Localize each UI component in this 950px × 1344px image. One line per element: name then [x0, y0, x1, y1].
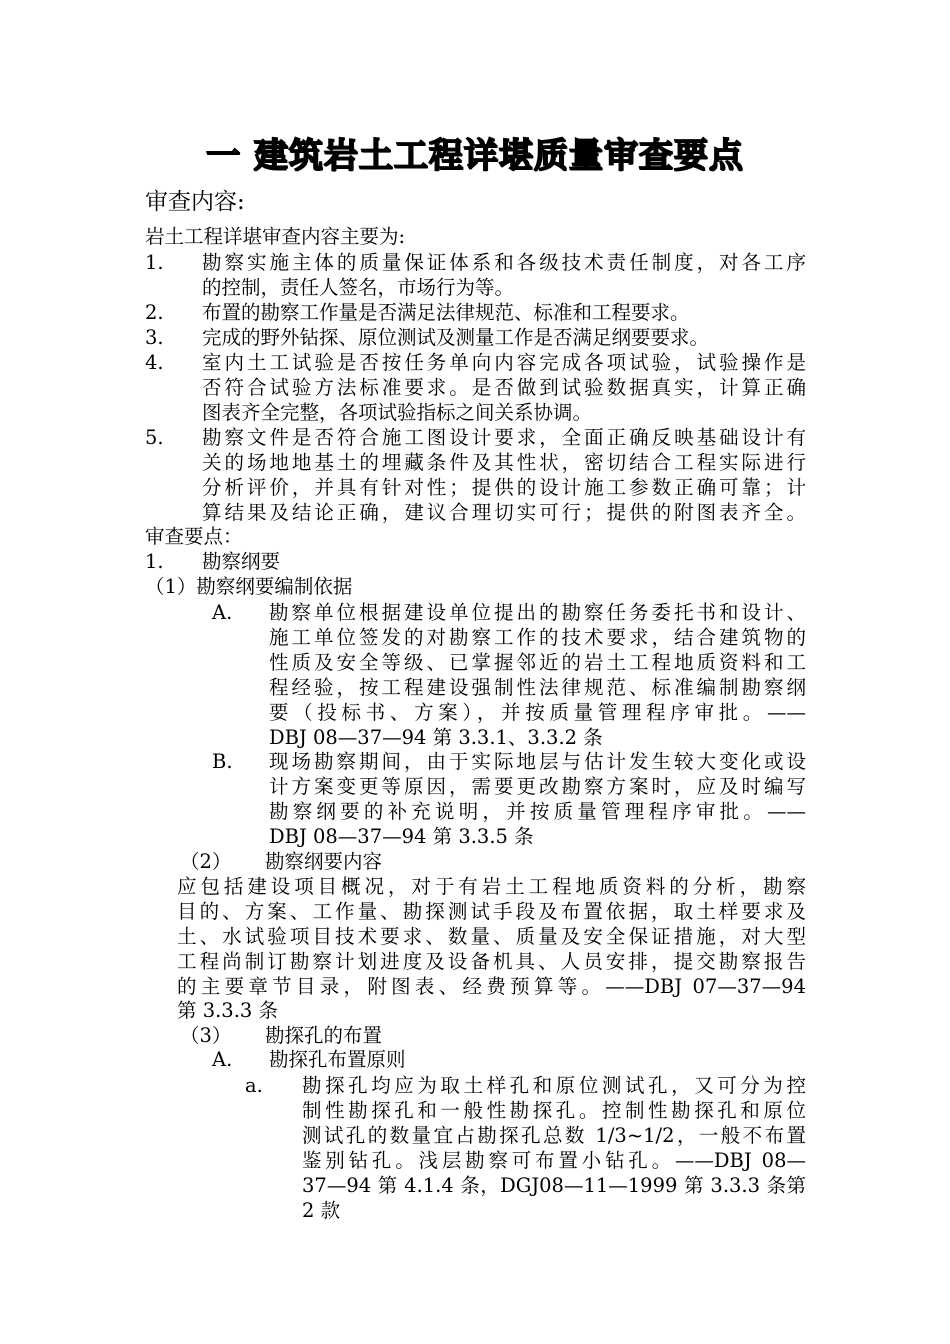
sub-sub-item-line: 鉴别钻孔。浅层勘察可布置小钻孔。——DBJ 08— — [302, 1149, 806, 1172]
sub-sub-item-line: 37—94 第 4.1.4 条，DGJ08—11—1999 第 3.3.3 条第 — [302, 1174, 806, 1197]
subsection-title: （1）勘察纲要编制依据 — [145, 575, 353, 598]
section-heading: 审查内容: — [145, 189, 245, 215]
sub-sub-item-line: 勘探孔均应为取土样孔和原位测试孔，又可分为控 — [302, 1074, 806, 1097]
item-number: 3. — [145, 326, 164, 349]
intro-text: 岩土工程详堪审查内容主要为: — [145, 225, 406, 248]
item-line: 否符合试验方法标准要求。是否做到试验数据真实，计算正确 — [202, 376, 806, 399]
item-number: 5. — [145, 426, 164, 449]
item-line: 图表齐全完整，各项试验指标之间关系协调。 — [202, 401, 593, 424]
item-number: 4. — [145, 351, 164, 374]
item-number: 1. — [145, 251, 164, 274]
subsection-number: （3） — [180, 1024, 232, 1047]
document-title: 一 建筑岩土工程详堪质量审查要点 — [206, 136, 744, 176]
points-heading: 审查要点： — [145, 525, 243, 548]
paragraph-line: 目的、方案、工作量、勘探测试手段及布置依据，取土样要求及 — [177, 900, 806, 923]
sub-item-line: 要（投标书、方案），并按质量管理程序审批。—— — [269, 701, 806, 724]
subsection-title: 勘探孔的布置 — [265, 1024, 383, 1047]
paragraph-line: 的主要章节目录，附图表、经费预算等。——DBJ 07—37—94 — [177, 975, 806, 998]
sub-item-line: 性质及安全等级、已掌握邻近的岩土工程地质资料和工 — [269, 651, 806, 674]
item-line: 算结果及结论正确，建议合理切实可行；提供的附图表齐全。 — [202, 501, 806, 524]
item-line: 室内土工试验是否按任务单向内容完成各项试验，试验操作是 — [202, 351, 806, 374]
sub-item-line: DBJ 08—37—94 第 3.3.5 条 — [269, 825, 534, 848]
sub-item-title: 勘探孔布置原则 — [269, 1048, 406, 1071]
sub-item-letter: A. — [212, 1048, 233, 1071]
sub-item-line: 程经验，按工程建设强制性法律规范、标准编制勘察纲 — [269, 676, 806, 699]
sub-item-line: 计方案变更等原因，需要更改勘察方案时，应及时编写 — [269, 775, 806, 798]
paragraph-line: 第 3.3.3 条 — [177, 999, 279, 1022]
sub-item-letter: A. — [212, 601, 233, 624]
sub-item-line: 勘察纲要的补充说明，并按质量管理程序审批。—— — [269, 800, 806, 823]
item-number: 2. — [145, 301, 164, 324]
item-line: 关的场地地基土的埋藏条件及其性状，密切结合工程实际进行 — [202, 451, 806, 474]
sub-sub-item-line: 2 款 — [302, 1199, 341, 1222]
subsection-number: （2） — [180, 850, 232, 873]
item-line: 的控制，责任人签名，市场行为等。 — [202, 276, 515, 299]
sub-sub-item-line: 制性勘探孔和一般性勘探孔。控制性勘探孔和原位 — [302, 1099, 806, 1122]
paragraph-line: 土、水试验项目技术要求、数量、质量及安全保证措施，对大型 — [177, 925, 806, 948]
point-number: 1. — [145, 550, 164, 573]
point-title: 勘察纲要 — [202, 550, 281, 573]
item-line: 完成的野外钻探、原位测试及测量工作是否满足纲要要求。 — [202, 326, 710, 349]
item-line: 分析评价，并具有针对性；提供的设计施工参数正确可靠；计 — [202, 476, 806, 499]
paragraph-line: 应包括建设项目概况，对于有岩土工程地质资料的分析，勘察 — [177, 875, 806, 898]
sub-sub-item-line: 测试孔的数量宜占勘探孔总数 1/3~1/2，一般不布置 — [302, 1124, 806, 1147]
sub-item-line: 勘察单位根据建设单位提出的勘察任务委托书和设计、 — [269, 601, 806, 624]
subsection-title: 勘察纲要内容 — [265, 850, 383, 873]
sub-item-line: 施工单位签发的对勘察工作的技术要求，结合建筑物的 — [269, 626, 806, 649]
paragraph-line: 工程尚制订勘察计划进度及设备机具、人员安排，提交勘察报告 — [177, 950, 806, 973]
sub-item-line: 现场勘察期间，由于实际地层与估计发生较大变化或设 — [269, 750, 806, 773]
sub-sub-item-letter: a. — [245, 1074, 263, 1097]
item-line: 布置的勘察工作量是否满足法律规范、标准和工程要求。 — [202, 301, 690, 324]
item-line: 勘察文件是否符合施工图设计要求，全面正确反映基础设计有 — [202, 426, 806, 449]
item-line: 勘察实施主体的质量保证体系和各级技术责任制度，对各工序 — [202, 251, 806, 274]
sub-item-letter: B. — [212, 750, 233, 773]
sub-item-line: DBJ 08—37—94 第 3.3.1、3.3.2 条 — [269, 726, 603, 749]
